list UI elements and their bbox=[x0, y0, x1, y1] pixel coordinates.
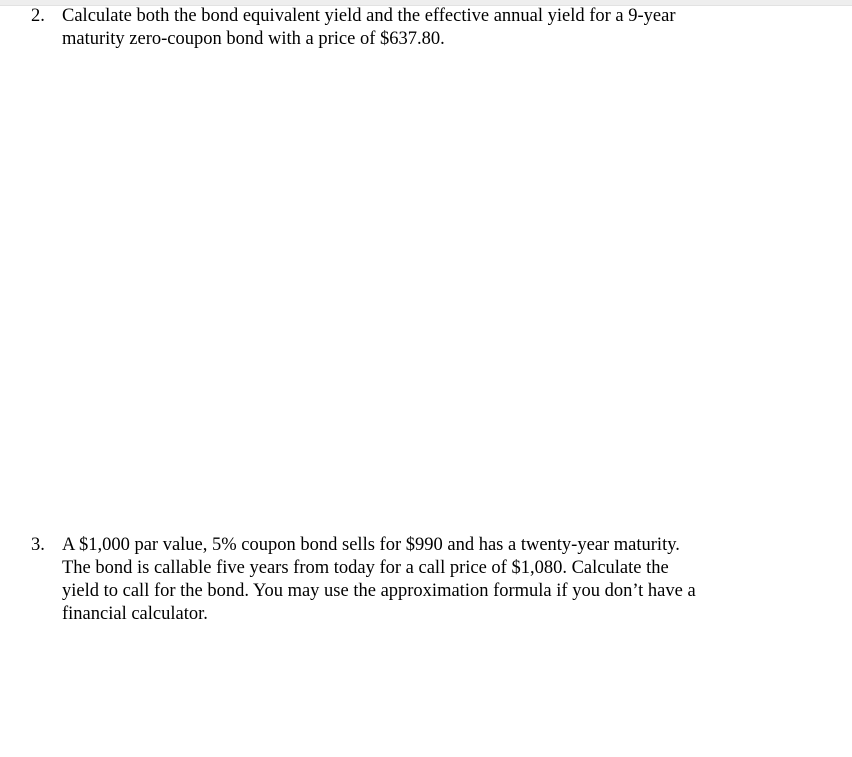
question-number: 3. bbox=[31, 535, 45, 555]
question-text-line: A $1,000 par value, 5% coupon bond sells for $990 and has a twenty-year maturity. bbox=[62, 535, 680, 555]
question-text-line: Calculate both the bond equivalent yield and the effective annual yield for a 9-year bbox=[62, 6, 676, 26]
question-text-line: The bond is callable five years from today for a call price of $1,080. Calculate the bbox=[62, 558, 669, 578]
question-text-line: financial calculator. bbox=[62, 604, 208, 624]
question-text bbox=[62, 534, 762, 626]
question-text-line: maturity zero-coupon bond with a price of $637.80. bbox=[62, 29, 445, 49]
question-text-line: yield to call for the bond. You may use the approximation formula if you don’t have a bbox=[62, 581, 696, 601]
question-number: 2. bbox=[31, 6, 45, 26]
question-text bbox=[62, 5, 762, 51]
